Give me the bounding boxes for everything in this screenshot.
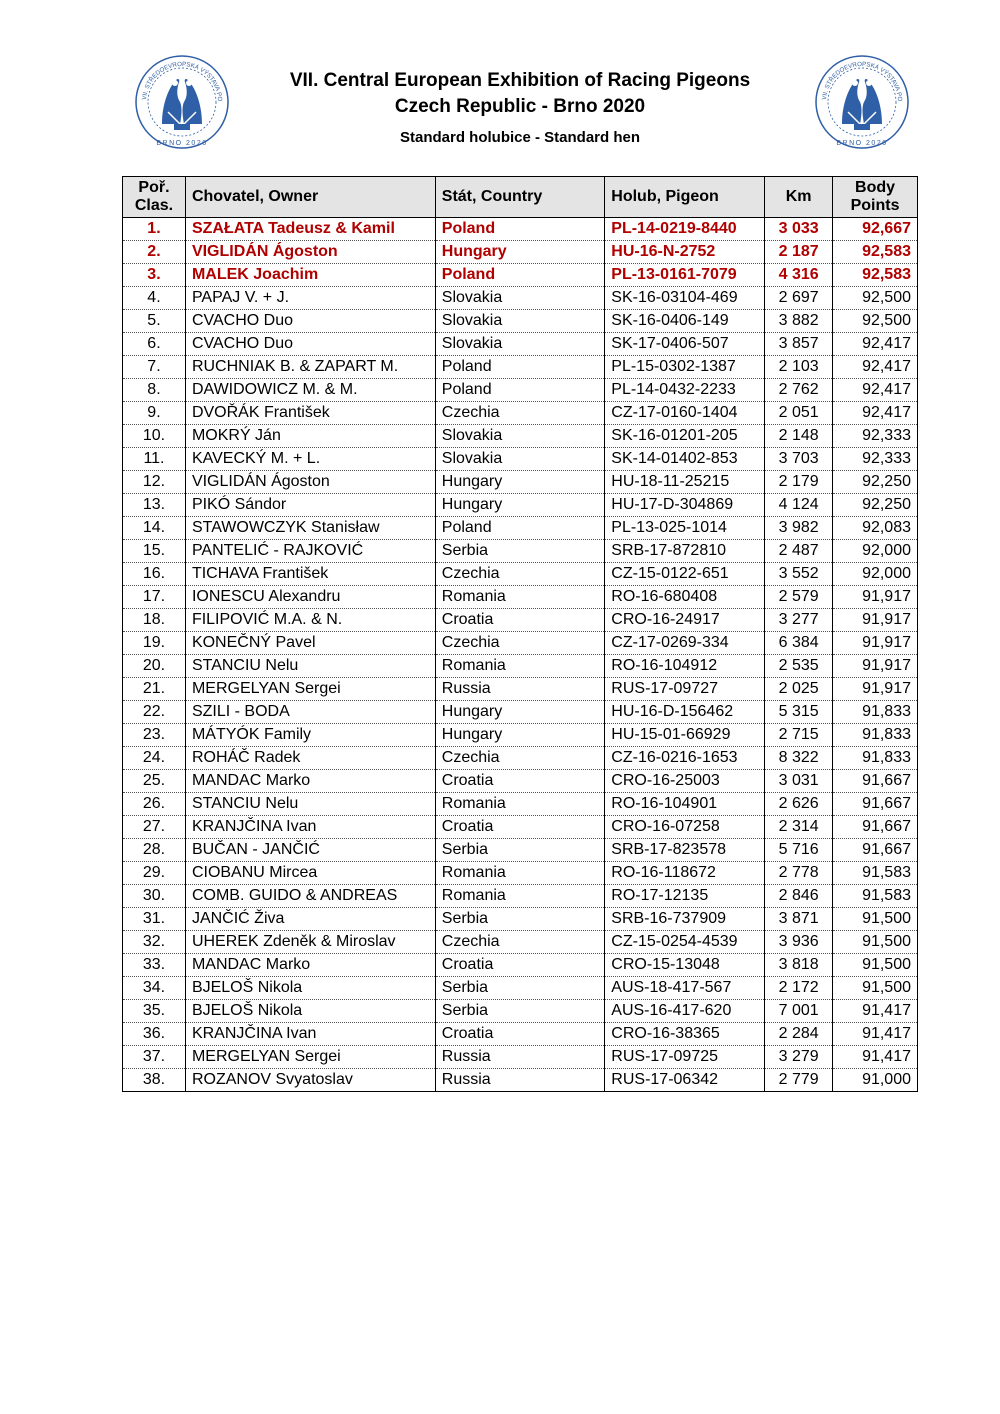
logo-bottom-text: BRNO 2020 <box>156 140 208 147</box>
table-row <box>123 816 918 839</box>
pigeon-cell: RUS-17-06342 <box>605 1069 765 1092</box>
points-cell: 91,917 <box>833 678 918 701</box>
owner-cell: FILIPOVIĆ M.A. & N. <box>185 609 435 632</box>
points-cell: 91,917 <box>833 586 918 609</box>
table-row <box>123 471 918 494</box>
country-cell: Poland <box>435 356 605 379</box>
logo-ring-text: VII. STŘEDOEVROPSKÁ VÝSTAVA PO <box>141 60 224 102</box>
table-row <box>123 632 918 655</box>
km-cell: 2 179 <box>765 471 833 494</box>
pigeon-cell: RUS-17-09725 <box>605 1046 765 1069</box>
rank-cell: 16. <box>123 563 186 586</box>
rank-cell: 17. <box>123 586 186 609</box>
owner-cell: BJELOŠ Nikola <box>185 1000 435 1023</box>
rank-cell: 32. <box>123 931 186 954</box>
svg-text:VII. STŘEDOEVROPSKÁ VÝSTAVA PO <box>812 52 903 102</box>
rank-cell: 19. <box>123 632 186 655</box>
owner-cell: JANČIĆ Živa <box>185 908 435 931</box>
rank-cell: 12. <box>123 471 186 494</box>
table-row <box>123 885 918 908</box>
pigeon-cell: RO-16-680408 <box>605 586 765 609</box>
km-cell: 2 626 <box>765 793 833 816</box>
country-cell: Czechia <box>435 931 605 954</box>
pigeon-cell: RO-17-12135 <box>605 885 765 908</box>
points-cell: 91,833 <box>833 724 918 747</box>
rank-cell: 30. <box>123 885 186 908</box>
country-cell: Croatia <box>435 609 605 632</box>
km-cell: 2 148 <box>765 425 833 448</box>
country-cell: Croatia <box>435 770 605 793</box>
country-cell: Slovakia <box>435 287 605 310</box>
km-cell: 2 778 <box>765 862 833 885</box>
owner-cell: KRANJČINA Ivan <box>185 816 435 839</box>
country-cell: Hungary <box>435 471 605 494</box>
owner-cell: MERGELYAN Sergei <box>185 678 435 701</box>
pigeon-cell: PL-15-0302-1387 <box>605 356 765 379</box>
points-cell: 91,417 <box>833 1046 918 1069</box>
owner-cell: KAVECKÝ M. + L. <box>185 448 435 471</box>
table-row <box>123 379 918 402</box>
table-row <box>123 402 918 425</box>
km-cell: 2 697 <box>765 287 833 310</box>
pigeon-cell: PL-14-0219-8440 <box>605 218 765 241</box>
country-cell: Poland <box>435 264 605 287</box>
km-cell: 3 703 <box>765 448 833 471</box>
rank-cell: 3. <box>123 264 186 287</box>
owner-cell: TICHAVA František <box>185 563 435 586</box>
points-cell: 91,667 <box>833 793 918 816</box>
table-row <box>123 954 918 977</box>
pigeon-cell: CRO-16-24917 <box>605 609 765 632</box>
header-rank: Poř. Clas. <box>123 177 186 218</box>
km-cell: 2 172 <box>765 977 833 1000</box>
km-cell: 2 103 <box>765 356 833 379</box>
table-row <box>123 264 918 287</box>
country-cell: Romania <box>435 793 605 816</box>
owner-cell: BUČAN - JANČIĆ <box>185 839 435 862</box>
pigeon-cell: SRB-16-737909 <box>605 908 765 931</box>
owner-cell: BJELOŠ Nikola <box>185 977 435 1000</box>
table-row <box>123 287 918 310</box>
points-cell: 92,000 <box>833 540 918 563</box>
km-cell: 2 187 <box>765 241 833 264</box>
pigeon-cell: CRO-16-38365 <box>605 1023 765 1046</box>
country-cell: Croatia <box>435 816 605 839</box>
table-row <box>123 310 918 333</box>
owner-cell: KONEČNÝ Pavel <box>185 632 435 655</box>
pigeon-cell: SK-17-0406-507 <box>605 333 765 356</box>
country-cell: Czechia <box>435 563 605 586</box>
header-owner: Chovatel, Owner <box>185 177 435 218</box>
country-cell: Slovakia <box>435 448 605 471</box>
owner-cell: RUCHNIAK B. & ZAPART M. <box>185 356 435 379</box>
owner-cell: MANDAC Marko <box>185 770 435 793</box>
table-row <box>123 839 918 862</box>
points-cell: 92,417 <box>833 356 918 379</box>
rank-cell: 25. <box>123 770 186 793</box>
km-cell: 2 535 <box>765 655 833 678</box>
rank-cell: 9. <box>123 402 186 425</box>
svg-text:VII. STŘEDOEVROPSKÁ VÝSTAVA PO <box>132 52 223 102</box>
owner-cell: MALEK Joachim <box>185 264 435 287</box>
rank-cell: 5. <box>123 310 186 333</box>
table-row <box>123 1023 918 1046</box>
document-header <box>220 68 820 148</box>
pigeon-cell: CZ-15-0254-4539 <box>605 931 765 954</box>
rank-cell: 21. <box>123 678 186 701</box>
km-cell: 4 124 <box>765 494 833 517</box>
rank-cell: 35. <box>123 1000 186 1023</box>
table-row <box>123 931 918 954</box>
points-cell: 92,417 <box>833 402 918 425</box>
country-cell: Czechia <box>435 402 605 425</box>
points-cell: 91,917 <box>833 609 918 632</box>
pigeon-cell: CZ-16-0216-1653 <box>605 747 765 770</box>
owner-cell: VIGLIDÁN Ágoston <box>185 241 435 264</box>
owner-cell: SZAŁATA Tadeusz & Kamil <box>185 218 435 241</box>
points-cell: 92,583 <box>833 264 918 287</box>
points-cell: 91,917 <box>833 632 918 655</box>
rank-cell: 6. <box>123 333 186 356</box>
points-cell: 91,833 <box>833 701 918 724</box>
points-cell: 91,500 <box>833 977 918 1000</box>
km-cell: 5 315 <box>765 701 833 724</box>
pigeon-cell: HU-18-11-25215 <box>605 471 765 494</box>
points-cell: 91,667 <box>833 839 918 862</box>
points-cell: 91,583 <box>833 862 918 885</box>
owner-cell: SZILI - BODA <box>185 701 435 724</box>
points-cell: 92,333 <box>833 425 918 448</box>
points-cell: 92,500 <box>833 287 918 310</box>
owner-cell: MÁTYÓK Family <box>185 724 435 747</box>
exhibition-logo-left <box>132 52 232 152</box>
km-cell: 3 033 <box>765 218 833 241</box>
points-cell: 92,667 <box>833 218 918 241</box>
rank-cell: 23. <box>123 724 186 747</box>
owner-cell: ROZANOV Svyatoslav <box>185 1069 435 1092</box>
rank-cell: 38. <box>123 1069 186 1092</box>
table-row <box>123 747 918 770</box>
km-cell: 3 871 <box>765 908 833 931</box>
country-cell: Russia <box>435 678 605 701</box>
points-cell: 91,583 <box>833 885 918 908</box>
header-km: Km <box>765 177 833 218</box>
table-row <box>123 1000 918 1023</box>
table-row <box>123 494 918 517</box>
km-cell: 7 001 <box>765 1000 833 1023</box>
pigeon-cell: RO-16-118672 <box>605 862 765 885</box>
km-cell: 3 279 <box>765 1046 833 1069</box>
country-cell: Serbia <box>435 540 605 563</box>
country-cell: Poland <box>435 517 605 540</box>
rank-cell: 2. <box>123 241 186 264</box>
points-cell: 91,833 <box>833 747 918 770</box>
rank-cell: 10. <box>123 425 186 448</box>
owner-cell: DAWIDOWICZ M. & M. <box>185 379 435 402</box>
owner-cell: MERGELYAN Sergei <box>185 1046 435 1069</box>
pigeon-cell: RUS-17-09727 <box>605 678 765 701</box>
pigeon-cell: RO-16-104912 <box>605 655 765 678</box>
document-subtitle: Standard holubice - Standard hen <box>399 129 641 146</box>
owner-cell: PIKÓ Sándor <box>185 494 435 517</box>
rank-cell: 28. <box>123 839 186 862</box>
country-cell: Russia <box>435 1069 605 1092</box>
header-pigeon: Holub, Pigeon <box>605 177 765 218</box>
rank-cell: 7. <box>123 356 186 379</box>
pigeon-cell: SK-16-03104-469 <box>605 287 765 310</box>
rank-cell: 20. <box>123 655 186 678</box>
points-cell: 92,250 <box>833 471 918 494</box>
pigeon-cell: RO-16-104901 <box>605 793 765 816</box>
owner-cell: VIGLIDÁN Ágoston <box>185 471 435 494</box>
points-cell: 91,417 <box>833 1023 918 1046</box>
owner-cell: MANDAC Marko <box>185 954 435 977</box>
pigeon-cell: CZ-17-0269-334 <box>605 632 765 655</box>
rank-cell: 13. <box>123 494 186 517</box>
points-cell: 92,250 <box>833 494 918 517</box>
table-row <box>123 678 918 701</box>
rank-cell: 31. <box>123 908 186 931</box>
points-cell: 91,667 <box>833 816 918 839</box>
pigeon-cell: CRO-16-07258 <box>605 816 765 839</box>
km-cell: 3 818 <box>765 954 833 977</box>
table-row <box>123 1069 918 1092</box>
country-cell: Russia <box>435 1046 605 1069</box>
pigeon-cell: SK-16-0406-149 <box>605 310 765 333</box>
country-cell: Hungary <box>435 494 605 517</box>
logo-bottom-text: BRNO 2020 <box>836 140 888 147</box>
country-cell: Romania <box>435 586 605 609</box>
km-cell: 2 284 <box>765 1023 833 1046</box>
document-title: VII. Central European Exhibition of Racing Pigeons <box>289 70 751 91</box>
rank-cell: 36. <box>123 1023 186 1046</box>
points-cell: 91,417 <box>833 1000 918 1023</box>
rank-cell: 14. <box>123 517 186 540</box>
rank-cell: 26. <box>123 793 186 816</box>
country-cell: Serbia <box>435 977 605 1000</box>
rank-cell: 18. <box>123 609 186 632</box>
km-cell: 6 384 <box>765 632 833 655</box>
country-cell: Croatia <box>435 1023 605 1046</box>
pigeon-cell: CZ-15-0122-651 <box>605 563 765 586</box>
km-cell: 2 779 <box>765 1069 833 1092</box>
km-cell: 5 716 <box>765 839 833 862</box>
rank-cell: 1. <box>123 218 186 241</box>
km-cell: 2 579 <box>765 586 833 609</box>
points-cell: 92,417 <box>833 379 918 402</box>
km-cell: 2 314 <box>765 816 833 839</box>
pigeon-cell: SRB-17-872810 <box>605 540 765 563</box>
rank-cell: 11. <box>123 448 186 471</box>
pigeon-cell: CZ-17-0160-1404 <box>605 402 765 425</box>
points-cell: 92,500 <box>833 310 918 333</box>
owner-cell: STANCIU Nelu <box>185 655 435 678</box>
table-row <box>123 563 918 586</box>
pigeon-cell: AUS-18-417-567 <box>605 977 765 1000</box>
table-row <box>123 540 918 563</box>
country-cell: Hungary <box>435 724 605 747</box>
pigeon-cell: SK-14-01402-853 <box>605 448 765 471</box>
km-cell: 2 025 <box>765 678 833 701</box>
rank-cell: 8. <box>123 379 186 402</box>
km-cell: 3 936 <box>765 931 833 954</box>
country-cell: Serbia <box>435 908 605 931</box>
owner-cell: COMB. GUIDO & ANDREAS <box>185 885 435 908</box>
header-points: Body Points <box>833 177 918 218</box>
table-row <box>123 241 918 264</box>
table-row <box>123 701 918 724</box>
rank-cell: 4. <box>123 287 186 310</box>
points-cell: 91,500 <box>833 954 918 977</box>
exhibition-logo-right <box>812 52 912 152</box>
km-cell: 8 322 <box>765 747 833 770</box>
results-table <box>122 176 918 1092</box>
table-row <box>123 333 918 356</box>
points-cell: 91,500 <box>833 931 918 954</box>
owner-cell: IONESCU Alexandru <box>185 586 435 609</box>
country-cell: Romania <box>435 655 605 678</box>
pigeon-cell: SRB-17-823578 <box>605 839 765 862</box>
owner-cell: ROHÁČ Radek <box>185 747 435 770</box>
country-cell: Hungary <box>435 701 605 724</box>
owner-cell: DVOŘÁK František <box>185 402 435 425</box>
country-cell: Hungary <box>435 241 605 264</box>
points-cell: 91,667 <box>833 770 918 793</box>
rank-cell: 33. <box>123 954 186 977</box>
km-cell: 4 316 <box>765 264 833 287</box>
table-header-row <box>123 177 918 218</box>
owner-cell: PANTELIĆ - RAJKOVIĆ <box>185 540 435 563</box>
pigeon-cell: PL-14-0432-2233 <box>605 379 765 402</box>
table-row <box>123 724 918 747</box>
owner-cell: STAWOWCZYK Stanisław <box>185 517 435 540</box>
pigeon-cell: PL-13-0161-7079 <box>605 264 765 287</box>
pigeon-cell: PL-13-025-1014 <box>605 517 765 540</box>
pigeon-cell: HU-17-D-304869 <box>605 494 765 517</box>
header-country: Stát, Country <box>435 177 605 218</box>
table-row <box>123 609 918 632</box>
country-cell: Slovakia <box>435 310 605 333</box>
rank-cell: 29. <box>123 862 186 885</box>
points-cell: 91,917 <box>833 655 918 678</box>
table-row <box>123 356 918 379</box>
rank-cell: 22. <box>123 701 186 724</box>
logo-ring-text: VII. STŘEDOEVROPSKÁ VÝSTAVA PO <box>821 60 904 102</box>
table-row <box>123 1046 918 1069</box>
pigeon-cell: HU-16-N-2752 <box>605 241 765 264</box>
km-cell: 2 051 <box>765 402 833 425</box>
pigeon-cell: CRO-15-13048 <box>605 954 765 977</box>
table-row <box>123 793 918 816</box>
rank-cell: 15. <box>123 540 186 563</box>
km-cell: 3 982 <box>765 517 833 540</box>
owner-cell: KRANJČINA Ivan <box>185 1023 435 1046</box>
table-row <box>123 977 918 1000</box>
rank-cell: 37. <box>123 1046 186 1069</box>
rank-cell: 27. <box>123 816 186 839</box>
country-cell: Croatia <box>435 954 605 977</box>
owner-cell: UHEREK Zdeněk & Miroslav <box>185 931 435 954</box>
points-cell: 92,083 <box>833 517 918 540</box>
owner-cell: CVACHO Duo <box>185 333 435 356</box>
km-cell: 3 857 <box>765 333 833 356</box>
pigeon-cell: AUS-16-417-620 <box>605 1000 765 1023</box>
table-row <box>123 218 918 241</box>
km-cell: 3 277 <box>765 609 833 632</box>
owner-cell: PAPAJ V. + J. <box>185 287 435 310</box>
pigeon-cell: HU-15-01-66929 <box>605 724 765 747</box>
km-cell: 3 882 <box>765 310 833 333</box>
table-row <box>123 586 918 609</box>
points-cell: 92,333 <box>833 448 918 471</box>
owner-cell: CIOBANU Mircea <box>185 862 435 885</box>
points-cell: 91,500 <box>833 908 918 931</box>
owner-cell: MOKRÝ Ján <box>185 425 435 448</box>
table-row <box>123 517 918 540</box>
owner-cell: CVACHO Duo <box>185 310 435 333</box>
points-cell: 92,583 <box>833 241 918 264</box>
table-row <box>123 770 918 793</box>
km-cell: 2 487 <box>765 540 833 563</box>
table-row <box>123 908 918 931</box>
pigeon-cell: SK-16-01201-205 <box>605 425 765 448</box>
owner-cell: STANCIU Nelu <box>185 793 435 816</box>
pigeons-emblem-icon <box>812 52 912 152</box>
pigeon-cell: HU-16-D-156462 <box>605 701 765 724</box>
points-cell: 91,000 <box>833 1069 918 1092</box>
country-cell: Serbia <box>435 1000 605 1023</box>
table-row <box>123 425 918 448</box>
km-cell: 2 715 <box>765 724 833 747</box>
km-cell: 3 552 <box>765 563 833 586</box>
country-cell: Czechia <box>435 747 605 770</box>
country-cell: Czechia <box>435 632 605 655</box>
rank-cell: 24. <box>123 747 186 770</box>
results-body <box>123 218 918 1092</box>
country-cell: Slovakia <box>435 425 605 448</box>
country-cell: Romania <box>435 885 605 908</box>
points-cell: 92,417 <box>833 333 918 356</box>
document-title-location: Czech Republic - Brno 2020 <box>394 96 646 117</box>
table-row <box>123 448 918 471</box>
points-cell: 92,000 <box>833 563 918 586</box>
km-cell: 3 031 <box>765 770 833 793</box>
country-cell: Romania <box>435 862 605 885</box>
pigeons-emblem-icon <box>132 52 232 152</box>
km-cell: 2 846 <box>765 885 833 908</box>
km-cell: 2 762 <box>765 379 833 402</box>
country-cell: Serbia <box>435 839 605 862</box>
country-cell: Slovakia <box>435 333 605 356</box>
table-row <box>123 862 918 885</box>
pigeon-cell: CRO-16-25003 <box>605 770 765 793</box>
country-cell: Poland <box>435 379 605 402</box>
country-cell: Poland <box>435 218 605 241</box>
table-row <box>123 655 918 678</box>
rank-cell: 34. <box>123 977 186 1000</box>
